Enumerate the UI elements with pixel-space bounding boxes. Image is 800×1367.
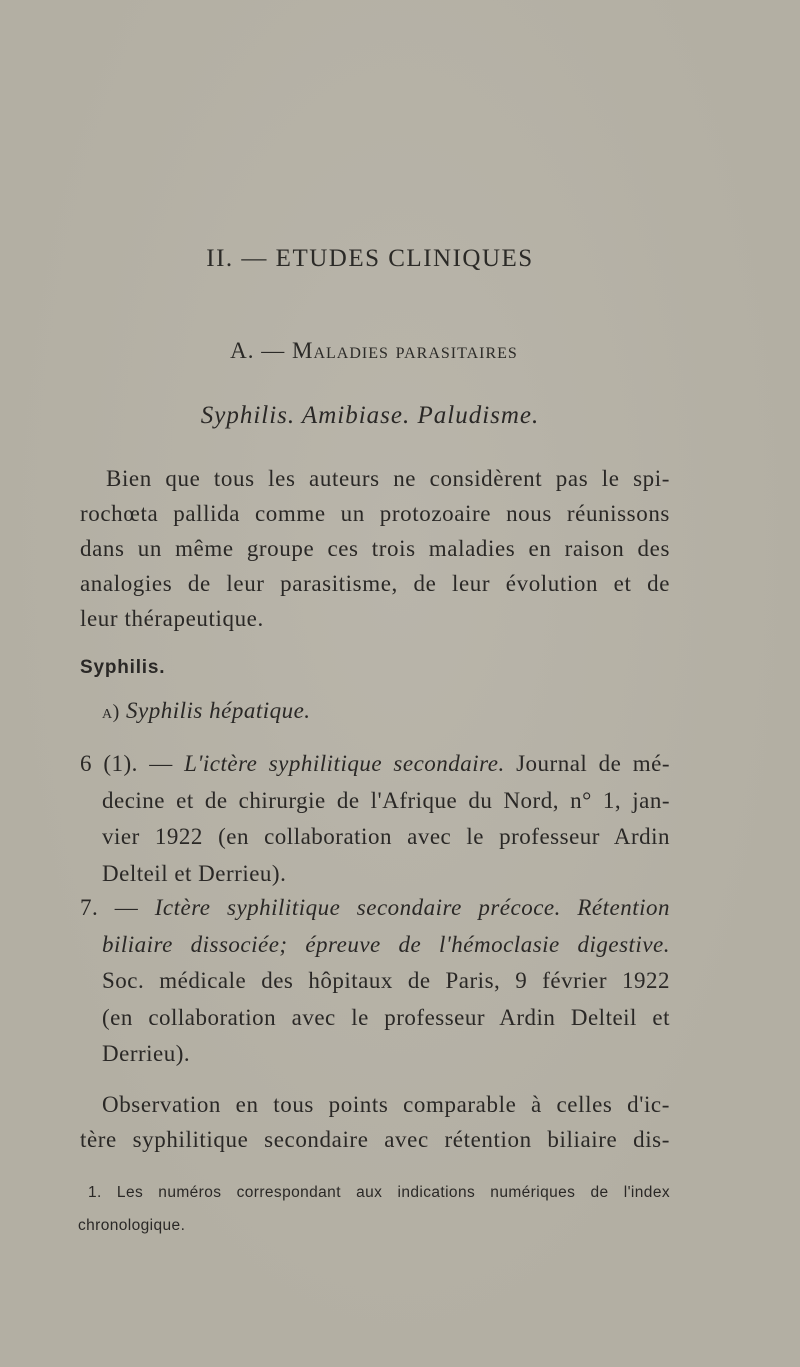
- sub-marker: a): [102, 701, 120, 723]
- footnote-line: 1. Les numéros correspondant aux indications numériques de l'index: [88, 1184, 670, 1201]
- entry-title: Ictère syphilitique secondaire précoce. Rétention: [154, 895, 671, 920]
- entry-title: L'ictère syphilitique secondaire.: [184, 751, 505, 776]
- topic-title: Syphilis. Amibiase. Paludisme.: [200, 402, 540, 429]
- observation-line: tère syphilitique secondaire avec rétention biliaire dis-: [80, 1127, 670, 1152]
- intro-line: rochœta pallida comme un protozoaire nous réunissons: [80, 501, 670, 526]
- observation-line: Observation en tous points comparable à celles d'ic-: [102, 1092, 670, 1117]
- entry-title-line: biliaire dissociée; épreuve de l'hémoclasie digestive.: [102, 931, 670, 957]
- syphilis-heading: Syphilis.: [80, 657, 166, 678]
- sub-title: Syphilis hépatique.: [126, 698, 311, 723]
- entry-line: vier 1922 (en collaboration avec le professeur Ardin: [102, 824, 670, 849]
- subsection-title: [0, 338, 748, 364]
- entry-line: [80, 746, 670, 783]
- entry-line: Soc. médicale des hôpitaux de Paris, 9 février 1922: [102, 968, 670, 993]
- observation-paragraph: [80, 1087, 670, 1157]
- entry-number: 7. —: [80, 895, 155, 920]
- entry-line: Delteil et Derrieu).: [102, 860, 287, 886]
- section-title: II. — ETUDES CLINIQUES: [206, 245, 534, 272]
- entry-number: 6 (1). —: [80, 751, 185, 776]
- footnote-line: chronologique.: [78, 1217, 186, 1234]
- entry-line: Derrieu).: [102, 1041, 191, 1066]
- intro-line: analogies de leur parasitisme, de leur évolution et de: [80, 571, 670, 596]
- footnote: [78, 1176, 670, 1242]
- entry-line: decine et de chirurgie de l'Afrique du Nord, n° 1, jan-: [102, 787, 670, 813]
- bibliography-entry-7: [80, 890, 670, 1073]
- entry-source: Journal de mé-: [504, 751, 670, 776]
- subsection-name: Maladies parasitaires: [292, 338, 518, 363]
- entry-line: [80, 890, 670, 927]
- subsection-prefix: A. —: [230, 338, 293, 363]
- intro-line: leur thérapeutique.: [80, 606, 264, 631]
- entry-line: (en collaboration avec le professeur Ardin Delteil et: [102, 1004, 670, 1030]
- intro-line: Bien que tous les auteurs ne considèrent pas le spi-: [106, 466, 670, 491]
- syphilis-subheading: [102, 698, 311, 724]
- bibliography-entry-6: [80, 746, 670, 892]
- intro-paragraph: [80, 461, 670, 636]
- intro-line: dans un même groupe ces trois maladies en raison des: [80, 536, 670, 561]
